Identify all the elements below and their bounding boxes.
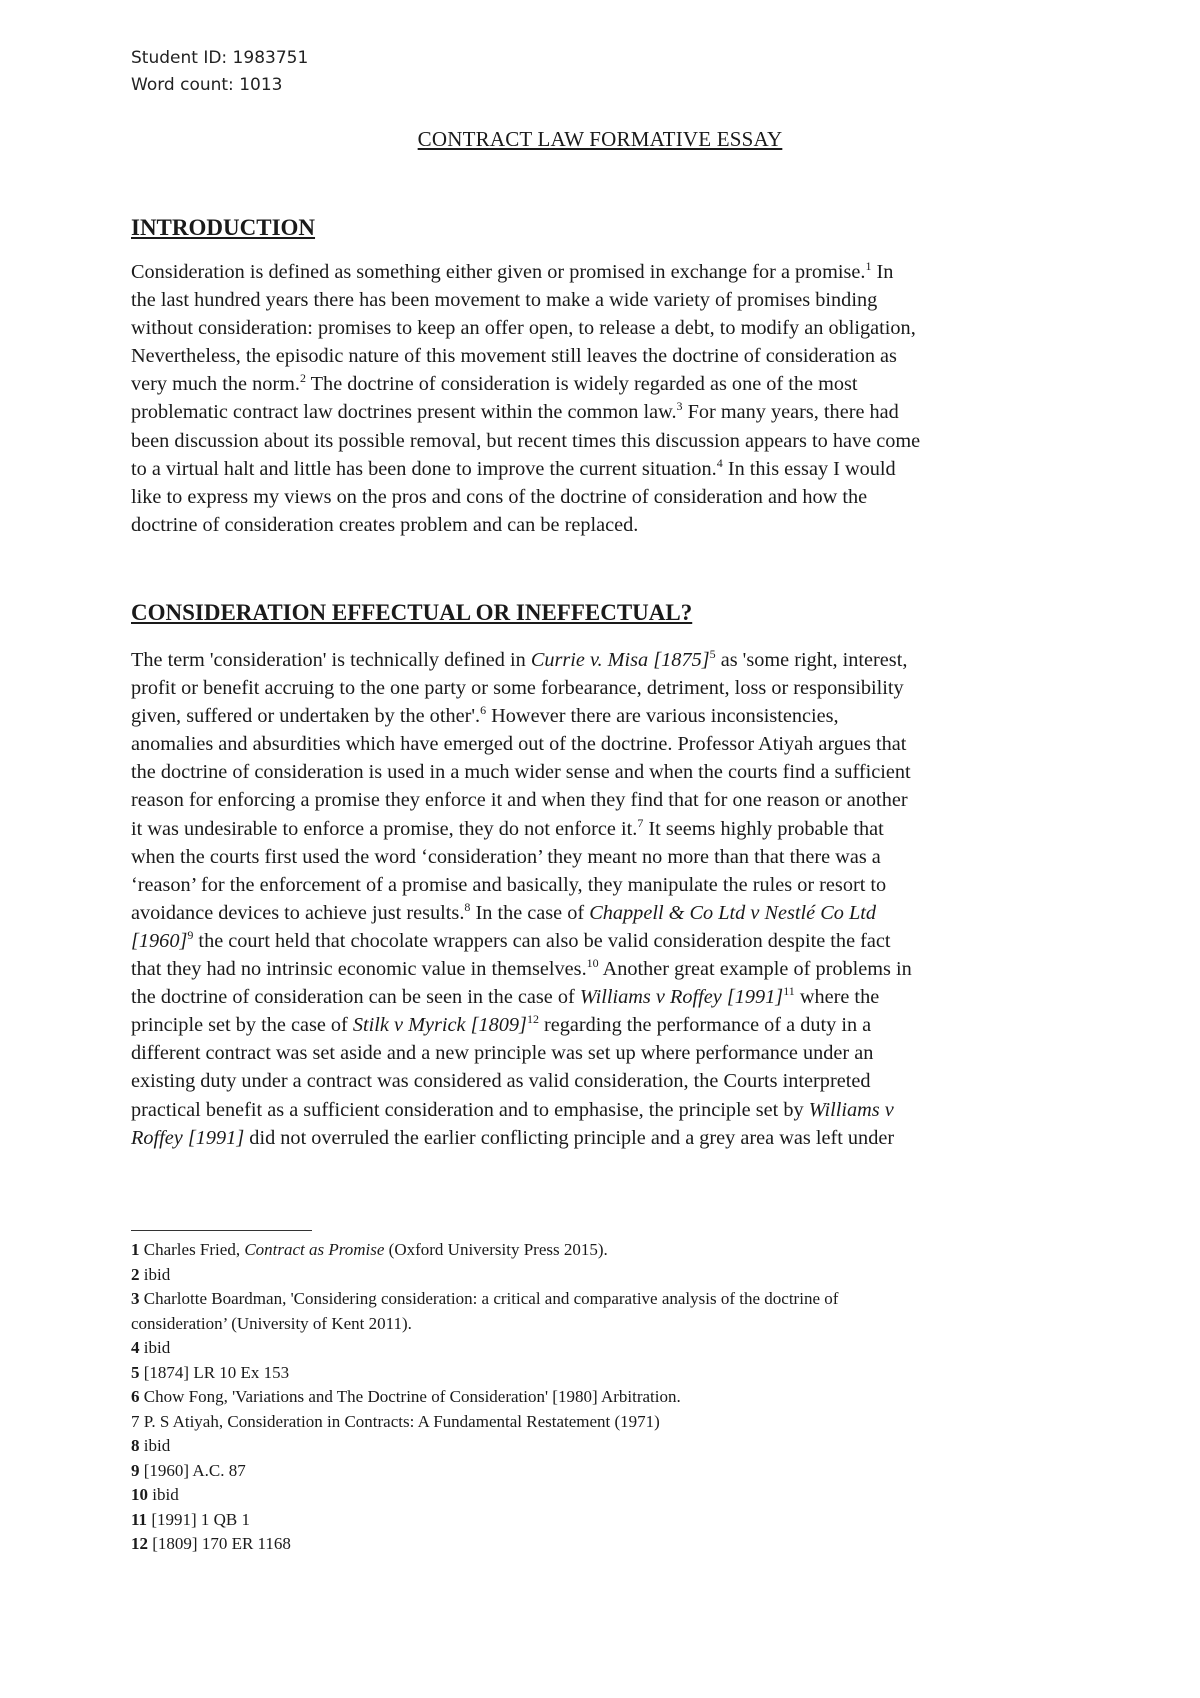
introduction-heading: INTRODUCTION bbox=[131, 215, 316, 240]
paragraph-line: principle set by the case of Stilk v Myrick $[1809]^{12}$ regarding the performance of a duty in a bbox=[131, 1012, 872, 1037]
footnote-ref[interactable]: 9 bbox=[187, 927, 194, 942]
word-count: Word count: 1013 bbox=[131, 75, 283, 95]
paragraph-line: Roffey [1991] did not overruled the earlier conflicting principle and a grey area was left under bbox=[131, 1126, 895, 1149]
case-citation: Roffey [1991] bbox=[131, 1126, 245, 1149]
footnote-ref[interactable]: 8 bbox=[464, 899, 471, 914]
footnote-number: 3 bbox=[131, 1289, 140, 1308]
paragraph-line: $[1960]^9$ the court held that chocolate wrappers can also be valid consideration despite the fact bbox=[131, 927, 891, 952]
paragraph-line: anomalies and absurdities which have emerged out of the doctrine. Professor Atiyah argues that bbox=[131, 733, 907, 756]
paragraph-line: the doctrine of consideration can be seen in the case of Williams v Roffey $[1991]^{11}$ where the bbox=[131, 984, 880, 1009]
footnote: 3 Charlotte Boardman, 'Considering consideration: a critical and comparative analysis of the doctrine of bbox=[131, 1289, 839, 1308]
paragraph-line: to a virtual halt and little has been done to improve the current situation.$^4$ In this essay I would bbox=[131, 455, 896, 480]
footnote-number: 4 bbox=[131, 1338, 140, 1357]
paragraph-line: when the courts first used the word ‘consideration’ they meant no more than that there was a bbox=[131, 845, 881, 868]
paragraph-line: it was undesirable to enforce a promise, they do not enforce it.$^7$ It seems highly probable that bbox=[131, 815, 884, 840]
footnote: 11 [1991] 1 QB 1 bbox=[131, 1509, 251, 1529]
footnote-ref[interactable]: 4 bbox=[716, 455, 723, 470]
footnote-number: 10 bbox=[131, 1485, 148, 1504]
footnote: 12 [1809] 170 ER 1168 bbox=[131, 1534, 291, 1553]
paragraph-line: avoidance devices to achieve just results.$^8$ In the case of Chappell & Co Ltd v Nestlé Co Ltd bbox=[131, 899, 877, 924]
footnote-separator bbox=[131, 1230, 312, 1231]
footnote-ref[interactable]: 5 bbox=[709, 647, 716, 661]
footnote-ref[interactable]: 7 bbox=[637, 815, 644, 830]
paragraph-line: the doctrine of consideration is used in a much wider sense and when the courts find a sufficient bbox=[131, 761, 911, 784]
footnote: 9 [1960] A.C. 87 bbox=[131, 1460, 246, 1480]
paragraph-line: very much the norm.$^2$ The doctrine of consideration is widely regarded as one of the most bbox=[131, 371, 858, 396]
footnote-number: 5 bbox=[131, 1362, 140, 1382]
footnote: 10 ibid bbox=[131, 1485, 179, 1504]
paragraph-line: been discussion about its possible removal, but recent times this discussion appears to have come bbox=[131, 429, 921, 452]
paragraph-line: ‘reason’ for the enforcement of a promise and basically, they manipulate the rules or resort to bbox=[131, 873, 887, 896]
case-citation: Currie v. Misa [1875] bbox=[530, 649, 710, 671]
paragraph-line: The term 'consideration' is technically defined in Currie v. Misa $[1875]^5$ as 'some right, interest, bbox=[131, 647, 908, 671]
footnote-number: 6 bbox=[131, 1387, 140, 1406]
paragraph-line: existing duty under a contract was considered as valid consideration, the Courts interpreted bbox=[131, 1070, 871, 1093]
paragraph-line: reason for enforcing a promise they enforce it and when they find that for one reason or another bbox=[131, 789, 908, 812]
footnote: 2 ibid bbox=[131, 1264, 171, 1284]
footnote-ref[interactable]: 1 bbox=[865, 259, 872, 273]
paragraph-line: practical benefit as a sufficient consideration and to emphasise, the principle set by Williams v bbox=[131, 1098, 894, 1121]
paragraph-line: problematic contract law doctrines present within the common law.$^3$ For many years, there had bbox=[131, 399, 899, 424]
footnote: 8 ibid bbox=[131, 1436, 171, 1455]
student-id: Student ID: 1983751 bbox=[131, 48, 309, 68]
footnote-ref[interactable]: 6 bbox=[480, 703, 487, 718]
paragraph-line: profit or benefit accruing to the one party or some forbearance, detriment, loss or responsibility bbox=[131, 677, 904, 700]
footnote: 7 P. S Atiyah, Consideration in Contracts: A Fundamental Restatement (1971) bbox=[131, 1411, 660, 1431]
introduction-paragraph bbox=[131, 258, 1091, 539]
document-title: CONTRACT LAW FORMATIVE ESSAY bbox=[417, 127, 783, 151]
case-citation: [1960] bbox=[131, 929, 188, 952]
footnote-ref[interactable]: 10 bbox=[586, 956, 599, 971]
footnote-ref[interactable]: 11 bbox=[783, 984, 795, 999]
footnote-ref[interactable]: 2 bbox=[299, 371, 306, 386]
footnote: 1 Charles Fried, Contract as Promise (Oxford University Press 2015). bbox=[131, 1240, 608, 1259]
paragraph-line: like to express my views on the pros and cons of the doctrine of consideration and how the bbox=[131, 485, 868, 508]
footnote-number: 8 bbox=[131, 1436, 140, 1455]
paragraph-line: doctrine of consideration creates problem and can be replaced. bbox=[131, 513, 639, 536]
footnote: 4 ibid bbox=[131, 1338, 171, 1357]
footnote-continuation: consideration’ (University of Kent 2011). bbox=[131, 1313, 412, 1333]
footnote: 5 [1874] LR 10 Ex 153 bbox=[131, 1362, 290, 1382]
footnote-number: 12 bbox=[131, 1534, 148, 1553]
paragraph-line: Consideration is defined as something either given or promised in exchange for a promise.$^1$ In bbox=[131, 259, 894, 283]
footnote-number: 11 bbox=[131, 1509, 148, 1529]
footnote-number: 7 bbox=[131, 1411, 140, 1431]
footnotes bbox=[131, 1238, 1091, 1557]
footnote-number: 2 bbox=[131, 1264, 140, 1284]
consideration-heading: CONSIDERATION EFFECTUAL OR INEFFECTUAL? bbox=[131, 600, 693, 625]
case-citation: Williams v bbox=[808, 1098, 894, 1121]
paragraph-line: different contract was set aside and a new principle was set up where performance under an bbox=[131, 1042, 874, 1065]
case-citation: Williams v Roffey [1991] bbox=[579, 986, 784, 1009]
paragraph-line: that they had no intrinsic economic value in themselves.$^{10}$ Another great example of problems in bbox=[131, 956, 912, 981]
footnote: 6 Chow Fong, 'Variations and The Doctrine of Consideration' [1980] Arbitration. bbox=[131, 1387, 681, 1406]
paragraph-line: without consideration: promises to keep an offer open, to release a debt, to modify an obligation, bbox=[131, 317, 916, 340]
case-citation: Chappell & Co Ltd v Nestlé Co Ltd bbox=[589, 901, 877, 924]
consideration-paragraph bbox=[131, 646, 1091, 1152]
case-citation: Stilk v Myrick [1809] bbox=[352, 1014, 527, 1037]
footnote-number: 1 bbox=[131, 1240, 140, 1259]
footnote-ref[interactable]: 12 bbox=[526, 1012, 539, 1027]
footnote-ref[interactable]: 3 bbox=[676, 399, 683, 414]
footnote-number: 9 bbox=[131, 1460, 140, 1480]
paragraph-line: the last hundred years there has been movement to make a wide variety of promises binding bbox=[131, 289, 878, 312]
paragraph-line: Nevertheless, the episodic nature of this movement still leaves the doctrine of consideration as bbox=[131, 345, 897, 368]
paragraph-line: given, suffered or undertaken by the other'.$^6$ However there are various inconsistencies, bbox=[131, 703, 839, 728]
